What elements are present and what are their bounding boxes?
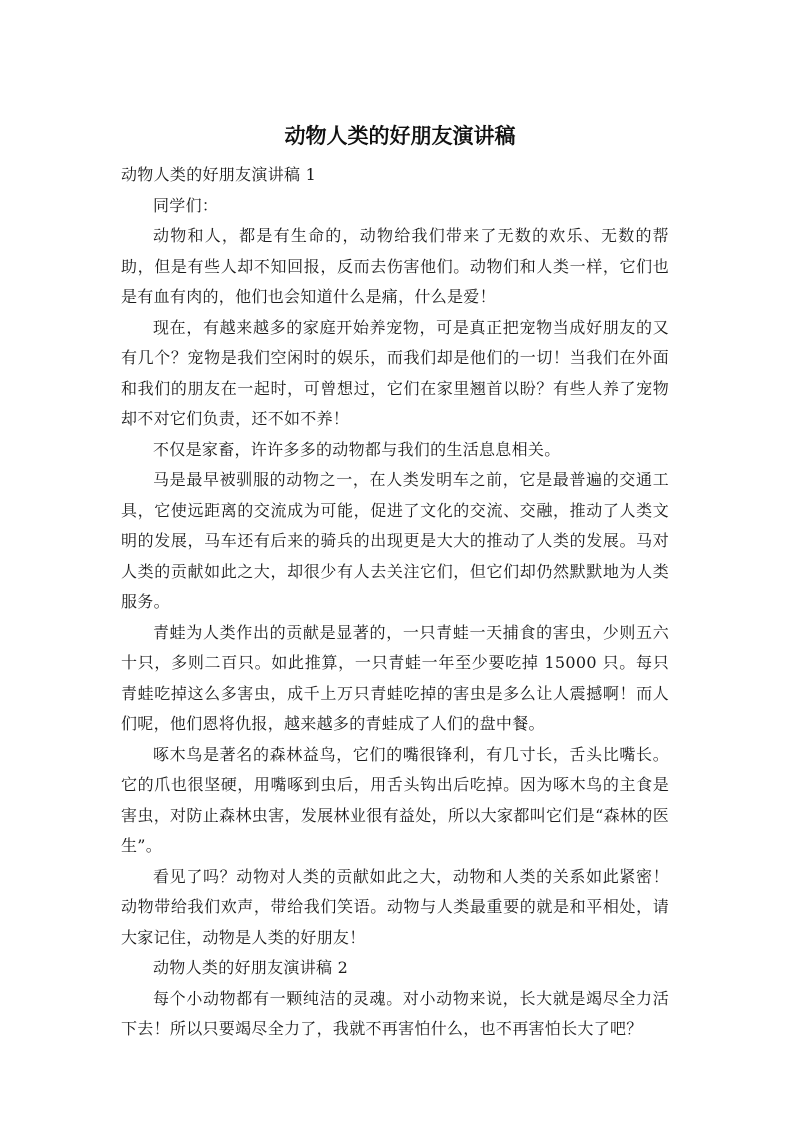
paragraph-conclusion: 看见了吗？动物对人类的贡献如此之大，动物和人类的关系如此紧密！动物带给我们欢声，带给我们笑语。动物与人类最重要的就是和平相处，请大家记住，动物是人类的好朋友！ <box>121 866 669 947</box>
document-title: 动物人类的好朋友演讲稿 <box>284 124 516 148</box>
paragraph-pure-soul: 每个小动物都有一颗纯洁的灵魂。对小动物来说，长大就是竭尽全力活下去！所以只要竭尽全力了，我就不再害怕什么，也不再害怕长大了吧？ <box>121 988 669 1038</box>
paragraph-pets: 现在，有越来越多的家庭开始养宠物，可是真正把宠物当成好朋友的又有几个？宠物是我们空闲时的娱乐，而我们却是他们的一切！当我们在外面和我们的朋友在一起时，可曾想过，它们在家里翘首以盼？有些人养了宠物却不对它们负责，还不如不养！ <box>121 317 669 428</box>
paragraph-woodpecker: 啄木鸟是著名的森林益鸟，它们的嘴很锋利，有几寸长，舌头比嘴长。它的爪也很坚硬，用嘴啄到虫后，用舌头钩出后吃掉。因为啄木鸟的主食是害虫，对防止森林虫害，发展林业很有益处，所以大家都叫它们是“森林的医生”。 <box>121 744 669 855</box>
paragraph-livestock: 不仅是家畜，许许多多的动物都与我们的生活息息相关。 <box>153 439 561 459</box>
section-heading-1: 动物人类的好朋友演讲稿 1 <box>121 165 317 184</box>
paragraph-animals-and-humans: 动物和人，都是有生命的，动物给我们带来了无数的欢乐、无数的帮助，但是有些人却不知回报，反而去伤害他们。动物们和人类一样，它们也是有血有肉的，他们也会知道什么是痛，什么是爱！ <box>121 226 669 306</box>
paragraph-frog: 青蛙为人类作出的贡献是显著的，一只青蛙一天捕食的害虫，少则五六十只，多则二百只。如此推算，一只青蛙一年至少要吃掉 15000 只。每只青蛙吃掉这么多害虫，成千上万只青蛙吃掉的害虫是多么让人震撼啊！而人们呢，他们恩将仇报，越来越多的青蛙成了人们的盘中餐。 <box>121 622 669 733</box>
salutation: 同学们： <box>153 195 219 215</box>
paragraph-horse: 马是最早被驯服的动物之一，在人类发明车之前，它是最普遍的交通工具，它使远距离的交流成为可能，促进了文化的交流、交融，推动了人类文明的发展，马车还有后来的骑兵的出现更是大大的推动了人类的发展。马对人类的贡献如此之大，却很少有人去关注它们，但它们却仍然默默地为人类服务。 <box>121 470 669 611</box>
section-heading-2: 动物人类的好朋友演讲稿 2 <box>153 958 349 977</box>
document-body <box>121 160 669 1045</box>
